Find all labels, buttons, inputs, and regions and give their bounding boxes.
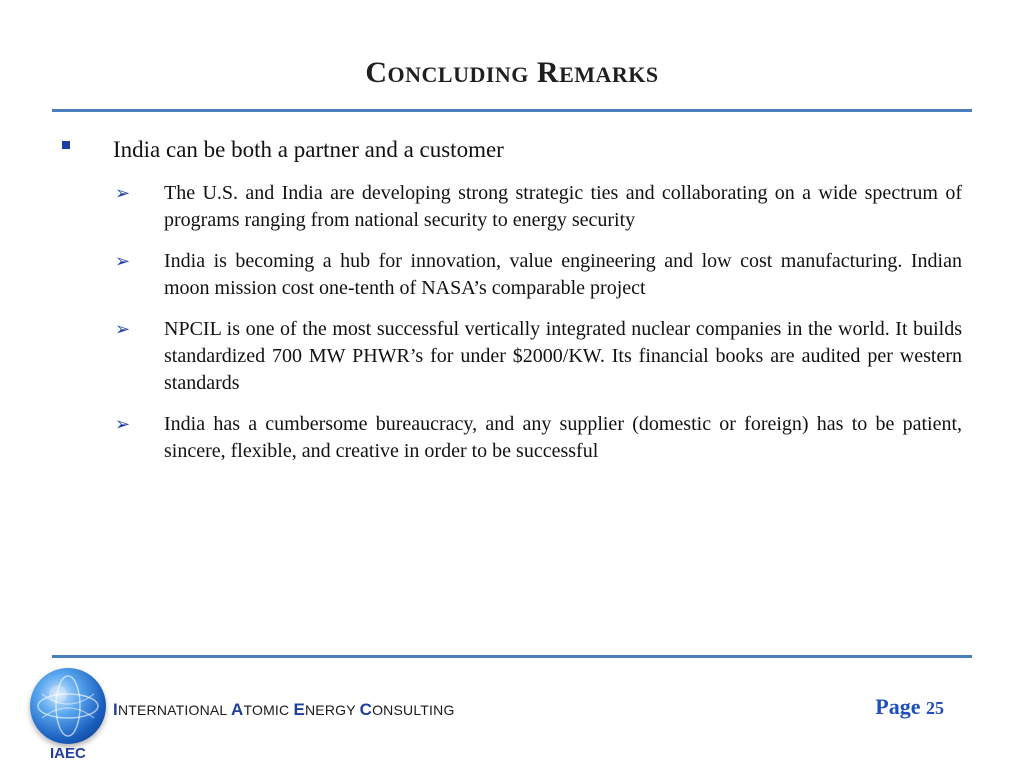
bottom-divider (52, 655, 972, 658)
org-word: ONSULTING (372, 702, 455, 718)
sub-bullet-text: NPCIL is one of the most successful vertically integrated nuclear companies in the world. It builds standardized 700 MW PHWR’s for under $2000/KW. Its financial books are audited per western standards (164, 318, 962, 394)
list-item (112, 316, 962, 397)
top-divider (52, 109, 972, 112)
title-initial-2: R (536, 56, 560, 89)
arrow-bullet-icon: ➢ (115, 319, 131, 340)
org-initial: E (293, 700, 305, 719)
globe-icon (30, 668, 106, 744)
page-number-value: 25 (926, 698, 944, 718)
arrow-bullet-icon: ➢ (115, 414, 131, 435)
slide-title (0, 56, 1024, 90)
org-initial: C (359, 700, 373, 719)
square-bullet-icon (62, 141, 70, 149)
logo-text: IAEC (50, 745, 86, 762)
org-word: NTERNATIONAL (117, 702, 231, 718)
sub-bullet-text: The U.S. and India are developing strong strategic ties and collaborating on a wide spectrum of programs ranging from national security to energy security (164, 182, 962, 231)
organization-name (113, 700, 455, 720)
page-label: Page (875, 694, 921, 719)
sub-bullet-text: India has a cumbersome bureaucracy, and any supplier (domestic or foreign) has to be patient, sincere, flexible, and creative in order to be successful (164, 413, 962, 462)
title-initial-1: C (365, 56, 388, 89)
title-rest-2: EMARKS (559, 62, 659, 87)
list-item (112, 248, 962, 302)
list-item (112, 180, 962, 234)
list-item (112, 411, 962, 465)
org-word: NERGY (304, 702, 360, 718)
page-number (875, 694, 944, 720)
main-bullet-text: India can be both a partner and a customer (113, 137, 504, 162)
arrow-bullet-icon: ➢ (115, 183, 131, 204)
sub-bullet-list (112, 180, 962, 479)
title-rest-1: ONCLUDING (387, 62, 529, 87)
org-word: TOMIC (243, 702, 294, 718)
org-initial: A (231, 700, 244, 719)
org-initial: I (113, 700, 118, 719)
arrow-bullet-icon: ➢ (115, 251, 131, 272)
sub-bullet-text: India is becoming a hub for innovation, value engineering and low cost manufacturing. Indian moon mission cost one-tenth of NASA’s comparable project (164, 250, 962, 299)
